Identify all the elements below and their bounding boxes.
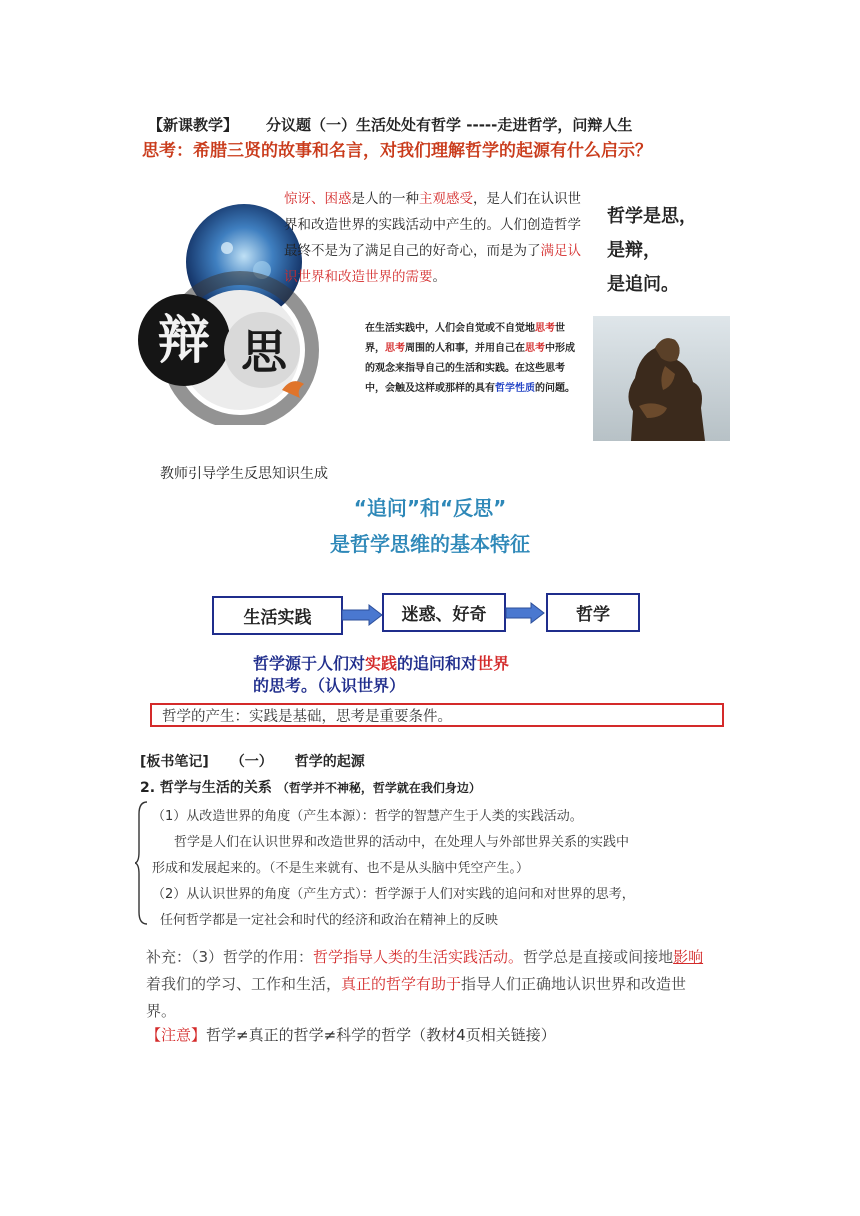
- attention-text: 哲学≠真正的哲学≠科学的哲学（教材4页相关链接）: [206, 1026, 556, 1044]
- lesson-header: [148, 114, 632, 135]
- practice-keyword-nature: 哲学性质: [495, 383, 535, 394]
- supp-text-g: 指导人们正确地认识世界和改造世界。: [146, 975, 687, 1020]
- practice-text-e: 周围的人和事，并用自己在: [405, 343, 525, 354]
- flow-arrow-1-icon: [341, 603, 383, 627]
- feature-line-1: “追问”和“反思”: [353, 496, 507, 520]
- flow-box-curiosity: 迷惑、好奇: [382, 593, 506, 632]
- think-question: 思考：希腊三贤的故事和名言，对我们理解哲学的起源有什么启示？: [142, 141, 652, 161]
- practice-paragraph: [365, 319, 583, 399]
- source-text-a: 哲学源于人们对: [253, 654, 366, 673]
- supp-text-a: 补充：（3）哲学的作用：: [146, 948, 314, 966]
- practice-keyword-think-2: 思考: [385, 343, 405, 354]
- intro-keyword-need: 满足认识世界和改造世界的需要: [284, 243, 581, 285]
- practice-text-g: 中形成的观念来指导自己的生活和实践。在这些思考中，会触及这样或那样的具有: [365, 343, 575, 394]
- thinker-statue-image: [593, 316, 730, 441]
- board-tag: [板书笔记]: [140, 754, 209, 770]
- relation-heading: [140, 777, 481, 797]
- practice-keyword-think-1: 思考: [535, 323, 555, 334]
- source-keyword-world: 世界: [477, 654, 510, 673]
- source-text-e: 的思考。（认识世界）: [253, 676, 406, 695]
- supp-keyword-guide: 哲学指导人类的生活实践活动。: [313, 948, 524, 966]
- slogan-line-2: 是辩，: [607, 240, 661, 261]
- practice-text-c: 世界，: [365, 323, 565, 354]
- intro-text-1: 是人的一种: [351, 191, 419, 207]
- supp-keyword-influence: 影响: [673, 948, 704, 966]
- supplement-paragraph: [146, 944, 706, 1025]
- flow-box-practice: 生活实践: [212, 596, 343, 635]
- board-title: 哲学的起源: [294, 754, 365, 770]
- attention-tag: 【注意】: [146, 1026, 207, 1044]
- source-text-c: 的追问和对: [397, 654, 478, 673]
- intro-keyword-surprise: 惊讶、困惑: [284, 191, 352, 207]
- supp-text-c: 哲学总是直接或间接地: [523, 948, 674, 966]
- attention-note: [146, 1024, 556, 1045]
- philosophy-slogan: [607, 200, 697, 302]
- feature-title: [260, 490, 600, 562]
- intro-keyword-feeling: 主观感受: [419, 191, 473, 207]
- supp-text-e: 着我们的学习、工作和生活，: [146, 975, 342, 993]
- relation-note: （哲学并不神秘，哲学就在我们身边）: [276, 781, 481, 795]
- teacher-guide-line: 教师引导学生反思知识生成: [160, 466, 328, 482]
- header-topic: 分议题（一）生活处处有哲学 -----走进哲学，问辩人生: [266, 116, 633, 134]
- note-line-3: 形成和发展起来的。（不是生来就有、也不是从头脑中凭空产生。）: [152, 861, 530, 876]
- ink-char-bian: 辩: [157, 310, 211, 371]
- note-line-1: （1）从改造世界的角度（产生本源）：哲学的智慧产生于人类的实践活动。: [152, 809, 583, 824]
- board-section-num: （一）: [230, 754, 273, 770]
- header-tag: 【新课教学】: [148, 116, 239, 134]
- slogan-line-1: 哲学是思，: [607, 206, 697, 227]
- flow-box-philosophy: 哲学: [546, 593, 640, 632]
- slogan-line-3: 是追问。: [607, 274, 679, 295]
- ink-char-si: 思: [241, 325, 287, 379]
- note-line-4: （2）从认识世界的角度（产生方式）：哲学源于人们对实践的追问和对世界的思考，: [152, 887, 635, 902]
- intro-text-3: 。: [432, 269, 446, 285]
- practice-text-i: 的问题。: [535, 383, 575, 394]
- supp-keyword-true-philosophy: 真正的哲学有助于: [341, 975, 462, 993]
- intro-paragraph: [284, 186, 586, 290]
- flow-arrow-2-icon: [505, 601, 545, 625]
- left-brace-icon: [135, 800, 149, 926]
- practice-text-a: 在生活实践中，人们会自觉或不自觉地: [365, 323, 535, 334]
- philosophy-source-statement: [253, 653, 509, 697]
- note-line-5: 任何哲学都是一定社会和时代的经济和政治在精神上的反映: [160, 913, 499, 928]
- source-keyword-practice: 实践: [365, 654, 398, 673]
- board-notes-list: [152, 804, 734, 934]
- relation-main: 2. 哲学与生活的关系: [140, 780, 272, 796]
- intro-text-2: ，是人们在认识世界和改造世界的实践活动中产生的。人们创造哲学最终不是为了满足自己的好奇心，而是为了: [284, 191, 581, 259]
- note-line-2: 哲学是人们在认识世界和改造世界的活动中，在处理人与外部世界关系的实践中: [174, 835, 630, 850]
- philosophy-origin-box: 哲学的产生：实践是基础，思考是重要条件。: [150, 703, 724, 727]
- practice-keyword-think-3: 思考: [525, 343, 545, 354]
- board-notes-heading: [140, 751, 365, 771]
- feature-line-2: 是哲学思维的基本特征: [330, 532, 530, 556]
